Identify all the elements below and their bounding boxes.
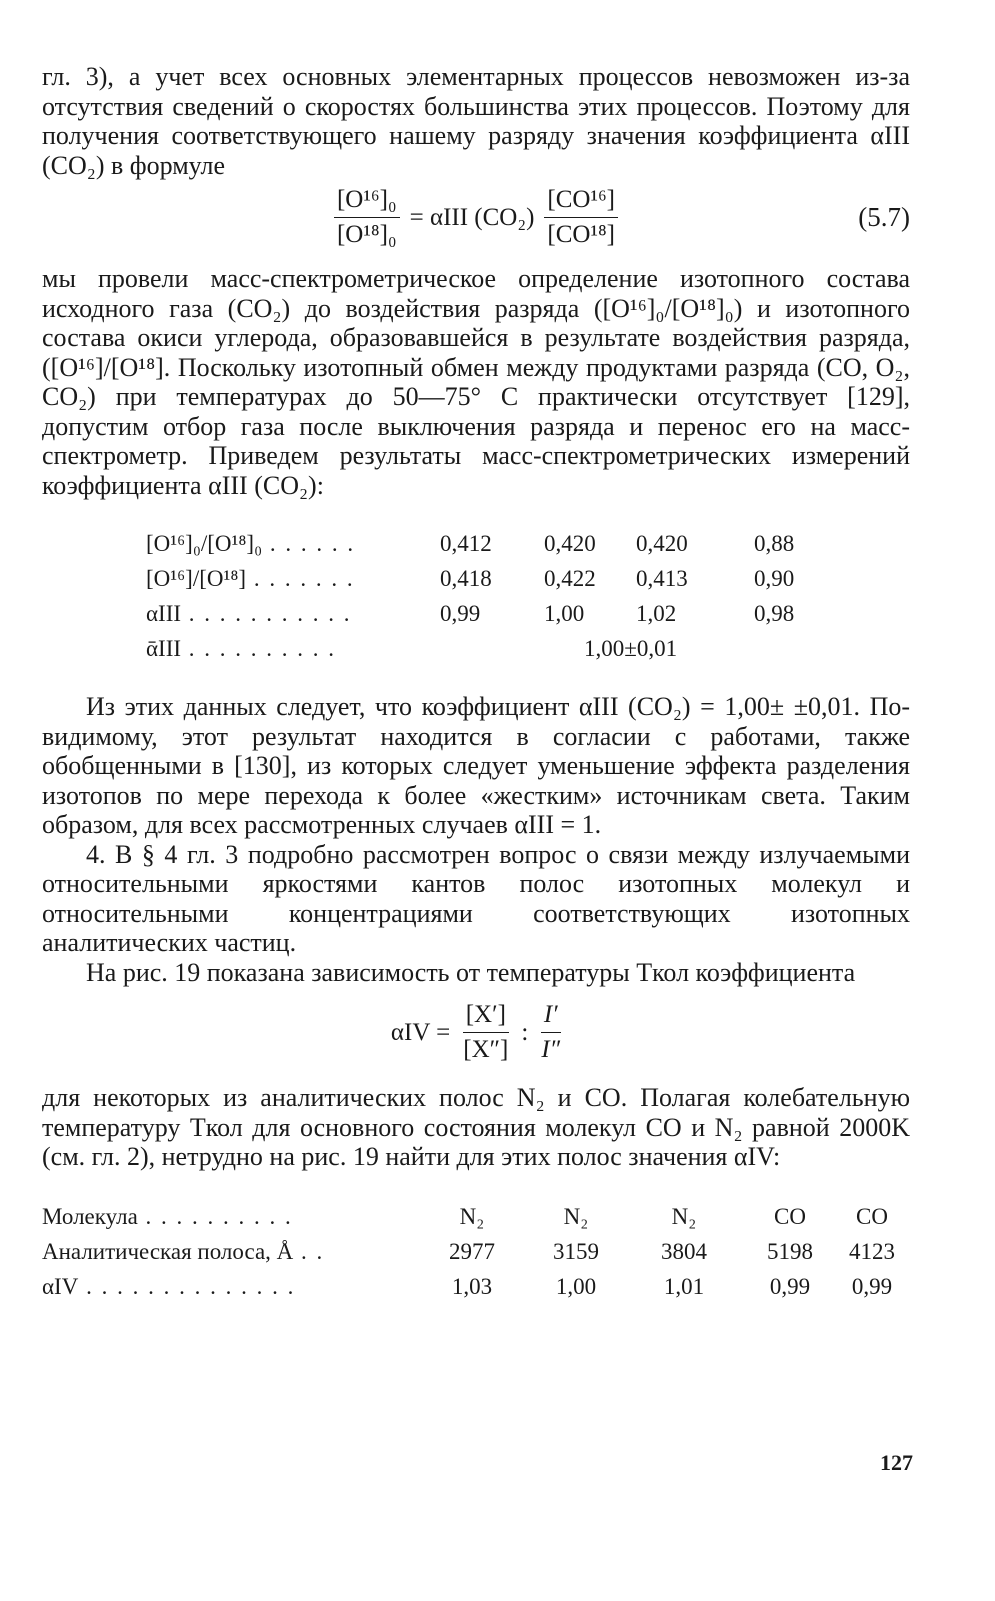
equation-number: (5.7) xyxy=(858,202,910,232)
table-cell: 0,412 xyxy=(440,530,492,556)
band-table xyxy=(42,1200,902,1305)
table-cell: 4123 xyxy=(849,1239,895,1264)
formula-lhs-fraction xyxy=(334,186,400,249)
table-cell: 3159 xyxy=(553,1239,599,1264)
formula2-i-denominator: I″ xyxy=(541,1036,561,1063)
leader-dots: . . . . . . . . . . xyxy=(181,635,337,661)
table-cell: 0,99 xyxy=(440,600,481,626)
paragraph-2: мы провели масс-спектрометрическое определение изотопного состава исходного газа (CO₂) до воздействия разряда ([O¹⁶]₀/[O¹⁸]₀) и изотопного состава окиси углерода, образовавшейся в результате воздействия разряда, ([O¹⁶]/[O¹⁸]. Поскольку изотопный обмен между продуктами разряда (CO, O₂, CO₂) при температурах до 50—75° С практически отсутствует [129], допустим отбор газа после выключения разряда и перенос его на масс-спектрометр. Приведем результаты масс-спектрометрических измерений коэффициента αIII (CO₂): xyxy=(42,264,910,500)
formula-lhs-denominator: [O¹⁸]₀ xyxy=(336,221,397,248)
table-cell: 0,98 xyxy=(754,600,795,626)
formula2-fraction-i xyxy=(538,1001,563,1064)
table-cell: 1,03 xyxy=(451,1274,493,1299)
formula-middle: = αIII (CO₂) xyxy=(409,203,535,231)
table-cell: 0,99 xyxy=(769,1274,811,1299)
table-cell: 0,90 xyxy=(754,565,795,591)
leader-dots: . . . . . . . . . . . xyxy=(181,600,352,626)
table-row xyxy=(42,1200,902,1235)
table-cell: 1,01 xyxy=(663,1274,705,1299)
table-cell: 2977 xyxy=(449,1239,495,1264)
page-body xyxy=(42,62,910,1305)
formula2-lhs: αIV = xyxy=(390,1018,451,1046)
row-label: Аналитическая полоса, Å xyxy=(42,1239,294,1264)
table-cell: 0,418 xyxy=(440,565,492,591)
table-row xyxy=(146,631,794,666)
formula-rhs-numerator: [CO¹⁶] xyxy=(544,186,618,218)
row-label: [O¹⁶]₀/[O¹⁸]₀ xyxy=(146,530,263,556)
paragraph-6: для некоторых из аналитических полос N₂ и CO. Полагая колебательную температуру Tкол для основного состояния молекул CO и N₂ равной 2000K (см. гл. 2), нетрудно на рис. 19 найти для этих полос значения αIV: xyxy=(42,1083,910,1171)
table-cell: CO xyxy=(856,1204,888,1229)
leader-dots: . . . . . . . . . . xyxy=(137,1204,293,1229)
paragraph-3: Из этих данных следует, что коэффициент αIII (CO₂) = 1,00± ±0,01. По-видимому, этот результат находится в согласии с работами, также обобщенными в [130], из которых следует уменьшение эффекта разделения изотопов по мере перехода к более «жестким» источникам света. Таким образом, для всех рассмотренных случаев αIII = 1. xyxy=(42,692,910,839)
table-cell: N₂ xyxy=(459,1204,485,1229)
table-cell: 0,413 xyxy=(636,565,688,591)
page-number: 127 xyxy=(880,1450,913,1475)
table-cell: CO xyxy=(774,1204,806,1229)
formula-lhs-numerator: [O¹⁶]₀ xyxy=(334,186,400,218)
formula2-x-numerator: [X′] xyxy=(463,1001,509,1033)
mean-value: 1,00±0,01 xyxy=(584,635,678,661)
paragraph-5: На рис. 19 показана зависимость от температуры Tкол коэффициента xyxy=(86,957,856,987)
table-cell: 5198 xyxy=(767,1239,813,1264)
table-cell: 0,420 xyxy=(636,530,688,556)
leader-dots: . . . . . . . xyxy=(246,565,355,591)
leader-dots: . . xyxy=(293,1239,325,1264)
formula-rhs-denominator: [CO¹⁸] xyxy=(547,221,615,248)
table-row xyxy=(42,1235,902,1270)
formula2-i-numerator: I′ xyxy=(541,1001,561,1033)
leader-dots: . . . . . . . . . . . . . . xyxy=(78,1274,296,1299)
leader-dots: . . . . . . xyxy=(262,530,356,556)
formula2-colon: : xyxy=(521,1018,529,1046)
formula-rhs-fraction xyxy=(544,186,618,249)
paragraph-4: 4. В § 4 гл. 3 подробно рассмотрен вопрос о связи между излучаемыми относительными яркостями кантов полос изотопных молекул и относительными концентрациями соответствующих изотопных аналитических частиц. xyxy=(42,839,910,957)
measurement-table xyxy=(146,526,794,666)
table-cell: N₂ xyxy=(671,1204,697,1229)
table-cell: 1,00 xyxy=(544,600,585,626)
table-cell: 3804 xyxy=(661,1239,707,1264)
table-row xyxy=(146,596,794,631)
table-row xyxy=(42,1270,902,1305)
row-label: ᾱIII xyxy=(146,635,182,661)
table-cell: 1,02 xyxy=(636,600,677,626)
formula-alpha-iv xyxy=(42,987,910,1083)
table-cell: 1,00 xyxy=(555,1274,597,1299)
row-label: Молекула xyxy=(42,1204,138,1229)
row-label: αIV xyxy=(42,1274,79,1299)
table-row xyxy=(146,561,794,596)
row-label: αIII xyxy=(146,600,182,626)
paragraph-1: гл. 3), а учет всех основных элементарных процессов невозможен из-за отсутствия сведений о скоростях большинства этих процессов. Поэтому для получения соответствующего нашему разряду значения коэффициента αIII (CO₂) в формуле xyxy=(42,62,910,180)
formula-5-7 xyxy=(42,180,910,264)
formula2-x-denominator: [X″] xyxy=(463,1036,509,1063)
table-cell: N₂ xyxy=(563,1204,589,1229)
formula2-fraction-x xyxy=(460,1001,511,1064)
table-cell: 0,88 xyxy=(754,530,795,556)
table-cell: 0,422 xyxy=(544,565,596,591)
table-cell: 0,99 xyxy=(851,1274,893,1299)
row-label: [O¹⁶]/[O¹⁸] xyxy=(146,565,247,591)
table-cell: 0,420 xyxy=(544,530,596,556)
table-row xyxy=(146,526,794,561)
